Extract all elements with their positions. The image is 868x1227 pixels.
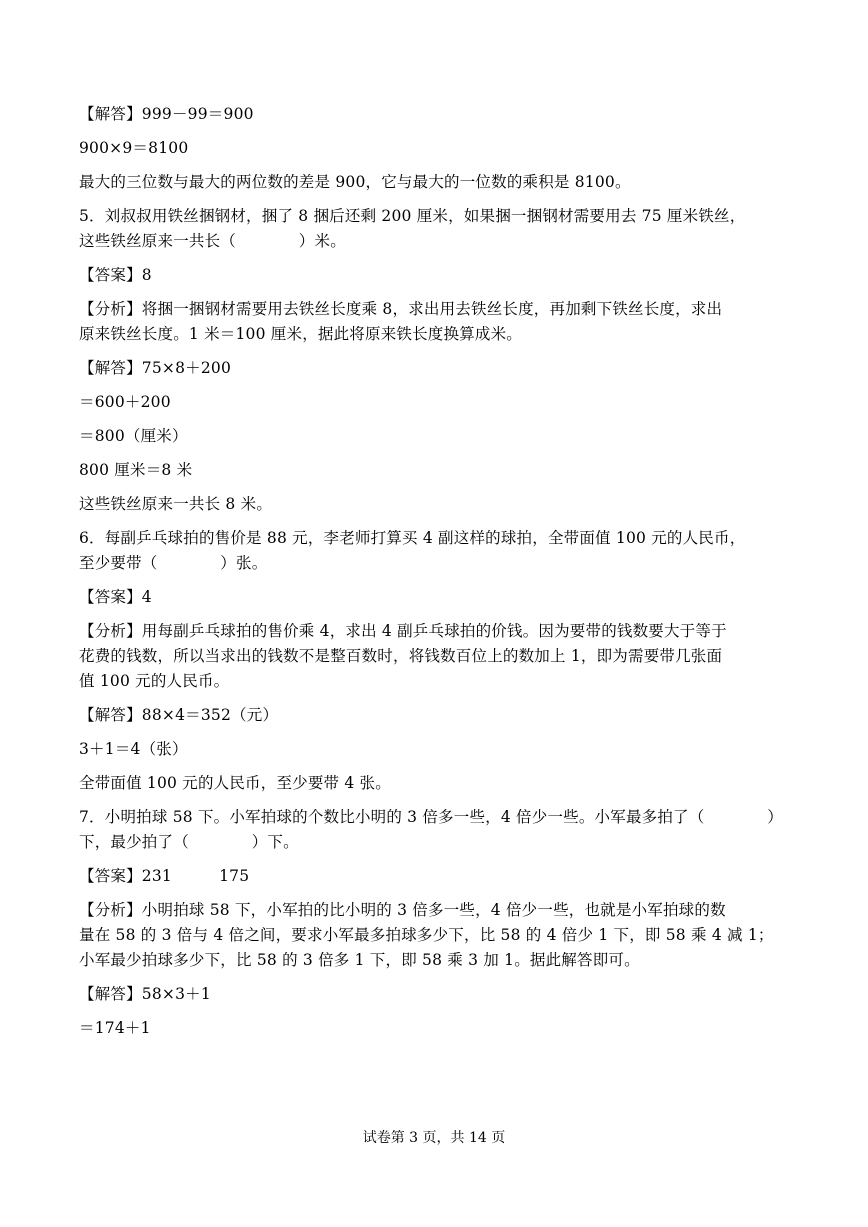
question-7-line: 下，最少拍了（ ）下。 (79, 833, 299, 851)
solution-line: 3＋1＝4（张） (79, 740, 188, 758)
answer-line: 【答案】8 (79, 266, 152, 284)
analysis-line: 【分析】用每副乒乓球拍的售价乘 4，求出 4 副乒乓球拍的价钱。因为要带的钱数要大于等于 (79, 622, 727, 640)
question-6-line: 6．每副乒乓球拍的售价是 88 元，李老师打算买 4 副这样的球拍，全带面值 100 元的人民币， (79, 529, 746, 547)
analysis-line: 花费的钱数，所以当求出的钱数不是整百数时，将钱数百位上的数加上 1，即为需要带几张面 (79, 647, 723, 665)
solution-line: ＝600＋200 (79, 393, 171, 411)
question-6-line: 至少要带（ ）张。 (79, 554, 268, 572)
solution-line: 800 厘米＝8 米 (79, 461, 193, 479)
analysis-line: 【分析】将捆一捆钢材需要用去铁丝长度乘 8，求出用去铁丝长度，再加剩下铁丝长度，求出 (79, 300, 723, 318)
solution-line: 全带面值 100 元的人民币，至少要带 4 张。 (79, 774, 391, 792)
text-line: 最大的三位数与最大的两位数的差是 900，它与最大的一位数的乘积是 8100。 (79, 173, 631, 191)
solution-line: ＝174＋1 (79, 1019, 151, 1037)
page-footer: 试卷第 3 页，共 14 页 (362, 1130, 506, 1146)
solution-line: ＝800（厘米） (79, 427, 188, 445)
solution-line: 这些铁丝原来一共长 8 米。 (79, 495, 273, 513)
analysis-line: 量在 58 的 3 倍与 4 倍之间，要求小军最多拍球多少下，比 58 的 4 倍少 1 下，即 58 乘 4 减 1； (79, 926, 774, 944)
analysis-line: 原来铁丝长度。1 米＝100 厘米，据此将原来铁长度换算成米。 (79, 325, 523, 343)
text-line: 【解答】999－99＝900 (79, 105, 254, 123)
solution-line: 【解答】58×3＋1 (79, 985, 211, 1003)
solution-line: 【解答】88×4＝352（元） (79, 706, 279, 724)
text-line: 900×9＝8100 (79, 139, 189, 157)
question-7-line: 7．小明拍球 58 下。小军拍球的个数比小明的 3 倍多一些，4 倍少一些。小军最多拍了（ ） (79, 808, 783, 826)
page-content (79, 103, 791, 1051)
question-5-line: 这些铁丝原来一共长（ ）米。 (79, 232, 346, 250)
question-5-line: 5．刘叔叔用铁丝捆钢材，捆了 8 捆后还剩 200 厘米，如果捆一捆钢材需要用去 75 厘米铁丝， (79, 207, 746, 225)
analysis-line: 小军最少拍球多少下，比 58 的 3 倍多 1 下，即 58 乘 3 加 1。据此解答即可。 (79, 951, 640, 969)
analysis-line: 【分析】小明拍球 58 下，小军拍的比小明的 3 倍多一些，4 倍少一些，也就是小军拍球的数 (79, 901, 726, 919)
solution-line: 【解答】75×8＋200 (79, 359, 232, 377)
analysis-line: 值 100 元的人民币。 (79, 672, 230, 690)
answer-line: 【答案】231 175 (79, 867, 250, 885)
answer-line: 【答案】4 (79, 588, 152, 606)
